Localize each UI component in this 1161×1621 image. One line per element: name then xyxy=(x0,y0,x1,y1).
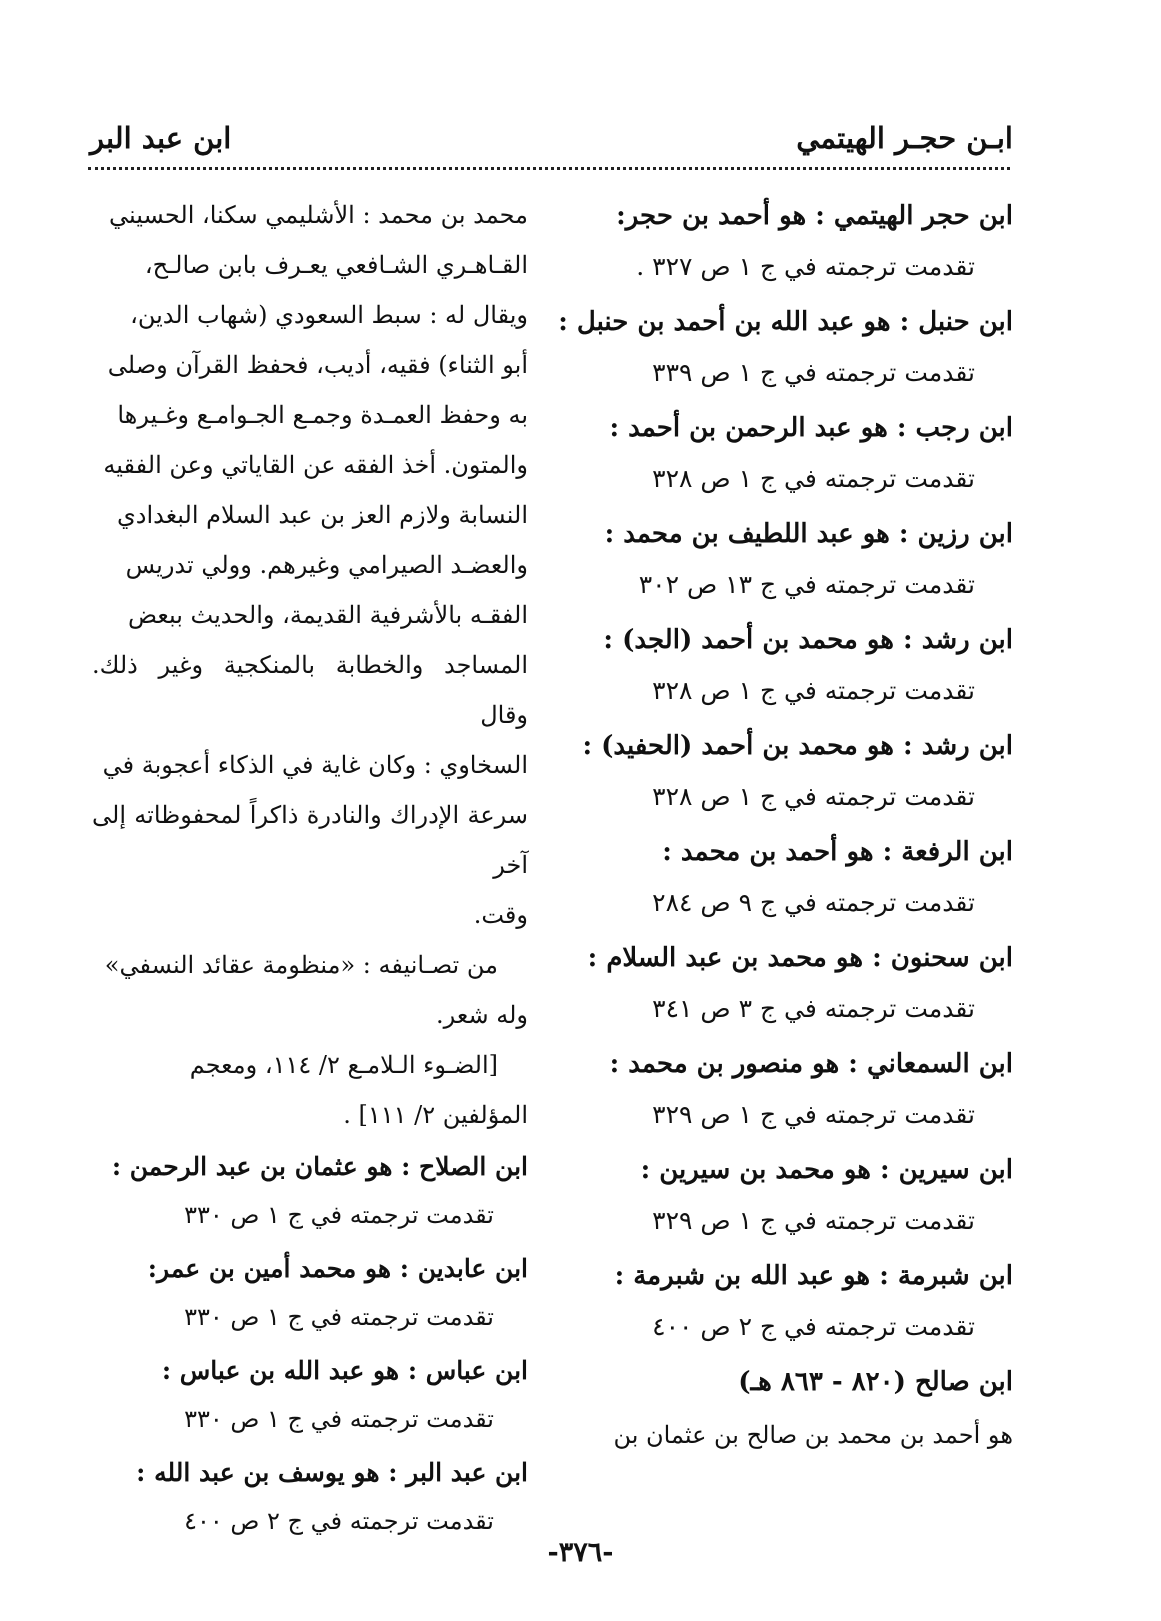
bio-line: الفقـه بالأشرفية القديمة، والحديث ببعض xyxy=(128,601,528,629)
entry xyxy=(583,508,1013,610)
entry xyxy=(583,1144,1013,1246)
bio-line: ويقال له : سبط السعودي (شهاب الدين، xyxy=(130,301,528,329)
bio-entry xyxy=(583,1356,1013,1460)
entry-heading: ابن عباس : هو عبد الله بن عباس : xyxy=(161,1356,528,1385)
entry-reference: تقدمت ترجمته في ج ١ ص ٣٣٩ xyxy=(652,358,975,387)
entry xyxy=(583,720,1013,822)
entry-heading: ابن سحنون : هو محمد بن عبد السلام : xyxy=(587,943,1013,973)
bio-line: المساجد والخطابة بالمنكجية وغير ذلك. وقال xyxy=(92,651,528,729)
right-column xyxy=(558,190,1013,1464)
bio-line: والعضـد الصيرامي وغيرهم. وولي تدريس xyxy=(125,551,528,579)
entry-reference: تقدمت ترجمته في ج ٩ ص ٢٨٤ xyxy=(652,888,975,917)
entry-reference: تقدمت ترجمته في ج ١ ص ٣٣٠ xyxy=(184,1201,494,1229)
entry-heading: ابن عبد البر : هو يوسف بن عبد الله : xyxy=(136,1458,528,1487)
entry-reference: تقدمت ترجمته في ج ١ ص ٣٣٠ xyxy=(184,1303,494,1331)
bio-text xyxy=(92,190,528,1140)
bio-line: سرعة الإدراك والنادرة ذاكراً لمحفوظاته إلى آخر xyxy=(92,801,528,879)
bio-line: أبو الثناء) فقيه، أديب، فحفظ القرآن وصلى xyxy=(107,351,528,379)
entry-heading: ابن الصلاح : هو عثمان بن عبد الرحمن : xyxy=(111,1152,528,1181)
entry xyxy=(583,614,1013,716)
entry xyxy=(92,1142,528,1240)
page-number: -٣٧٦- xyxy=(547,1537,614,1568)
bio-line: السخاوي : وكان غاية في الذكاء أعجوبة في xyxy=(102,751,528,779)
entry xyxy=(583,932,1013,1034)
entry xyxy=(92,1448,528,1546)
entry-heading: ابن حنبل : هو عبد الله بن أحمد بن حنبل : xyxy=(558,307,1013,337)
entry-reference: تقدمت ترجمته في ج ١ ص ٣٢٨ xyxy=(652,676,975,705)
works-line: وله شعر. xyxy=(436,1001,528,1029)
sources-line: [الضـوء الـلامـع ٢/ ١١٤، ومعجم xyxy=(189,1051,498,1079)
left-entries xyxy=(92,1142,528,1546)
bio-line: القـاهـري الشـافعي يعـرف بابن صالـح، xyxy=(144,251,528,279)
entry-reference: تقدمت ترجمته في ج ١ ص ٣٣٠ xyxy=(184,1405,494,1433)
entry xyxy=(583,402,1013,504)
entry-reference: تقدمت ترجمته في ج ١ ص ٣٢٨ xyxy=(652,464,975,493)
entry-heading: ابن السمعاني : هو منصور بن محمد : xyxy=(609,1049,1013,1079)
entry-heading: ابن صالح (٨٢٠ - ٨٦٣ هـ) xyxy=(738,1367,1013,1397)
entry xyxy=(583,1250,1013,1352)
entry-heading: ابن شبرمة : هو عبد الله بن شبرمة : xyxy=(614,1261,1013,1291)
running-head-left: ابن عبد البر xyxy=(90,121,232,155)
entry-heading: ابن حجر الهيتمي : هو أحمد بن حجر: xyxy=(616,201,1013,231)
entry-heading: ابن رشد : هو محمد بن أحمد (الحفيد) : xyxy=(582,731,1013,761)
left-column xyxy=(92,190,528,1550)
entry xyxy=(92,1244,528,1342)
works-line: من تصـانيفه : «منظومة عقائد النسفي» xyxy=(104,951,498,979)
sources-line: المؤلفين ٢/ ١١١] . xyxy=(343,1101,528,1129)
entry-heading: ابن عابدين : هو محمد أمين بن عمر: xyxy=(147,1254,528,1283)
header-dotted-rule xyxy=(88,167,1010,170)
entry-reference: تقدمت ترجمته في ج ٣ ص ٣٤١ xyxy=(652,994,975,1023)
bio-intro-line: هو أحمد بن محمد بن صالح بن عثمان بن xyxy=(613,1421,1013,1449)
bio-line: النسابة ولازم العز بن عبد السلام البغدادي xyxy=(116,501,528,529)
entry xyxy=(92,1346,528,1444)
entry-reference: تقدمت ترجمته في ج ١ ص ٣٢٧ . xyxy=(636,252,975,281)
bio-line: محمد بن محمد : الأشليمي سكنا، الحسيني xyxy=(108,201,528,229)
entry-reference: تقدمت ترجمته في ج ١ ص ٣٢٩ xyxy=(652,1206,975,1235)
entry-reference: تقدمت ترجمته في ج ١ ص ٣٢٩ xyxy=(652,1100,975,1129)
entry-heading: ابن رشد : هو محمد بن أحمد (الجد) : xyxy=(603,625,1013,655)
entry-reference: تقدمت ترجمته في ج ٢ ص ٤٠٠ xyxy=(184,1507,494,1535)
entry xyxy=(583,190,1013,292)
entry-heading: ابن رزين : هو عبد اللطيف بن محمد : xyxy=(604,519,1013,549)
entry-reference: تقدمت ترجمته في ج ٢ ص ٤٠٠ xyxy=(652,1312,975,1341)
entry-reference: تقدمت ترجمته في ج ١ ص ٣٢٨ xyxy=(652,782,975,811)
bio-line: والمتون. أخذ الفقه عن القاياتي وعن الفقيه xyxy=(103,451,528,479)
entry-reference: تقدمت ترجمته في ج ١٣ ص ٣٠٢ xyxy=(638,570,975,599)
entry-heading: ابن سيرين : هو محمد بن سيرين : xyxy=(640,1155,1013,1185)
bio-line: به وحفظ العمـدة وجمـع الجـوامـع وغـيرها xyxy=(117,401,528,429)
entry xyxy=(558,296,1013,398)
entry xyxy=(583,826,1013,928)
entry-heading: ابن الرفعة : هو أحمد بن محمد : xyxy=(662,837,1013,867)
entry-heading: ابن رجب : هو عبد الرحمن بن أحمد : xyxy=(609,413,1013,443)
entry xyxy=(583,1038,1013,1140)
running-head-right: ابـن حجـر الهيتمي xyxy=(796,121,1013,155)
bio-line: وقت. xyxy=(473,901,528,929)
